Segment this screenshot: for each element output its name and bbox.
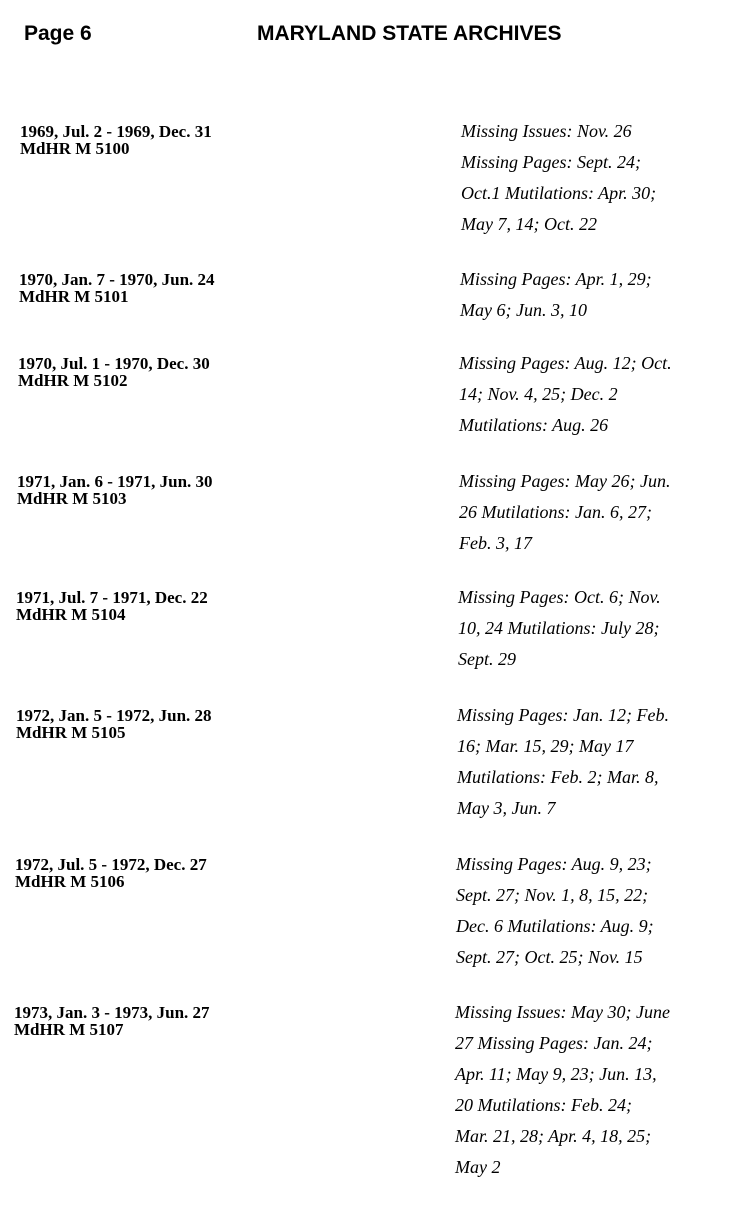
entry-date-range: 1973, Jan. 3 - 1973, Jun. 27 bbox=[14, 1003, 210, 1022]
entry-note-line: Mutilations: Feb. 2; Mar. 8, bbox=[457, 767, 659, 787]
entry-note-line: Missing Pages: Sept. 24; bbox=[461, 152, 641, 172]
entry-note-line: Missing Issues: Nov. 26 bbox=[461, 121, 632, 141]
entry-identifiers bbox=[17, 473, 347, 507]
entry-note-line: Missing Issues: May 30; June bbox=[455, 1002, 670, 1022]
entry-call-number: MdHR M 5100 bbox=[20, 139, 130, 158]
entry-identifiers bbox=[18, 355, 348, 389]
entry-note-line: Feb. 3, 17 bbox=[459, 533, 532, 553]
entry-note-line: Mutilations: Aug. 26 bbox=[459, 415, 609, 435]
entry-date-range: 1971, Jul. 7 - 1971, Dec. 22 bbox=[16, 588, 208, 607]
entry-note-line: May 7, 14; Oct. 22 bbox=[461, 214, 597, 234]
entry-call-number: MdHR M 5101 bbox=[19, 287, 129, 306]
entry-note-line: May 6; Jun. 3, 10 bbox=[460, 300, 587, 320]
entry-notes bbox=[458, 582, 718, 675]
entry-note-line: May 3, Jun. 7 bbox=[457, 798, 556, 818]
entry-note-line: 10, 24 Mutilations: July 28; bbox=[458, 618, 660, 638]
entry-date-range: 1971, Jan. 6 - 1971, Jun. 30 bbox=[17, 472, 213, 491]
entry-date-range: 1970, Jul. 1 - 1970, Dec. 30 bbox=[18, 354, 210, 373]
entry-note-line: Sept. 29 bbox=[458, 649, 516, 669]
page-title: MARYLAND STATE ARCHIVES bbox=[257, 22, 562, 45]
entry-call-number: MdHR M 5105 bbox=[16, 723, 126, 742]
entry-note-line: Missing Pages: Apr. 1, 29; bbox=[460, 269, 652, 289]
entry-note-line: 16; Mar. 15, 29; May 17 bbox=[457, 736, 634, 756]
entry-notes bbox=[461, 116, 721, 240]
entry-notes bbox=[455, 997, 715, 1183]
entry-note-line: 27 Missing Pages: Jan. 24; bbox=[455, 1033, 653, 1053]
entry-note-line: Missing Pages: Jan. 12; Feb. bbox=[457, 705, 669, 725]
entry-identifiers bbox=[15, 856, 345, 890]
entry-notes bbox=[456, 849, 716, 973]
entry-identifiers bbox=[19, 271, 349, 305]
page-header bbox=[24, 20, 724, 52]
entry-note-line: 20 Mutilations: Feb. 24; bbox=[455, 1095, 632, 1115]
entry-note-line: Missing Pages: Aug. 12; Oct. bbox=[459, 353, 672, 373]
entry-note-line: May 2 bbox=[455, 1157, 501, 1177]
entry-call-number: MdHR M 5103 bbox=[17, 489, 127, 508]
entry-notes bbox=[457, 700, 717, 824]
entry-date-range: 1972, Jul. 5 - 1972, Dec. 27 bbox=[15, 855, 207, 874]
entry-note-line: Oct.1 Mutilations: Apr. 30; bbox=[461, 183, 657, 203]
entry-call-number: MdHR M 5106 bbox=[15, 872, 125, 891]
entry-date-range: 1969, Jul. 2 - 1969, Dec. 31 bbox=[20, 122, 212, 141]
entry-note-line: Sept. 27; Oct. 25; Nov. 15 bbox=[456, 947, 643, 967]
entry-note-line: 14; Nov. 4, 25; Dec. 2 bbox=[459, 384, 618, 404]
entry-call-number: MdHR M 5102 bbox=[18, 371, 128, 390]
entry-identifiers bbox=[14, 1004, 344, 1038]
entry-notes bbox=[459, 466, 719, 559]
entry-notes bbox=[460, 264, 720, 326]
entry-note-line: Apr. 11; May 9, 23; Jun. 13, bbox=[455, 1064, 657, 1084]
entry-call-number: MdHR M 5107 bbox=[14, 1020, 124, 1039]
entry-note-line: Missing Pages: May 26; Jun. bbox=[459, 471, 671, 491]
entry-note-line: Missing Pages: Aug. 9, 23; bbox=[456, 854, 652, 874]
entry-note-line: Sept. 27; Nov. 1, 8, 15, 22; bbox=[456, 885, 649, 905]
entry-note-line: Missing Pages: Oct. 6; Nov. bbox=[458, 587, 661, 607]
entry-notes bbox=[459, 348, 719, 441]
entry-identifiers bbox=[16, 589, 346, 623]
entry-date-range: 1972, Jan. 5 - 1972, Jun. 28 bbox=[16, 706, 212, 725]
entry-identifiers bbox=[16, 707, 346, 741]
entry-identifiers bbox=[20, 123, 350, 157]
entry-call-number: MdHR M 5104 bbox=[16, 605, 126, 624]
entry-note-line: Mar. 21, 28; Apr. 4, 18, 25; bbox=[455, 1126, 652, 1146]
entry-date-range: 1970, Jan. 7 - 1970, Jun. 24 bbox=[19, 270, 215, 289]
entry-note-line: Dec. 6 Mutilations: Aug. 9; bbox=[456, 916, 654, 936]
entry-note-line: 26 Mutilations: Jan. 6, 27; bbox=[459, 502, 652, 522]
page-number: Page 6 bbox=[24, 22, 92, 45]
